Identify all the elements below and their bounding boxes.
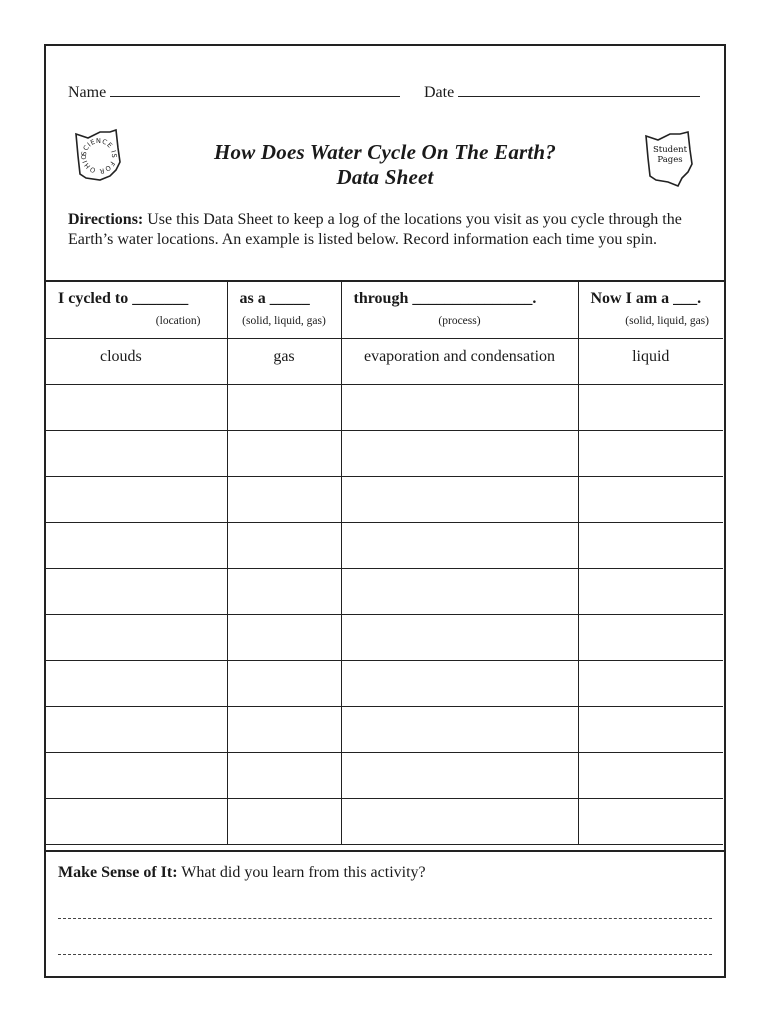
table-cell[interactable]: [46, 615, 227, 661]
badge-text-line-2: Pages: [657, 155, 683, 165]
date-label: Date: [424, 84, 455, 101]
column-header-label: through _______________.: [353, 290, 537, 307]
badge-text-line-1: Student: [652, 145, 688, 155]
date-field[interactable]: [424, 82, 700, 102]
student-pages-badge-icon: [642, 130, 698, 188]
table-row: [46, 569, 723, 615]
column-header-location: [46, 282, 227, 339]
table-cell[interactable]: [578, 523, 723, 569]
table-row: [46, 615, 723, 661]
name-blank[interactable]: [110, 82, 400, 97]
table-cell[interactable]: [341, 799, 578, 845]
column-header-label: Now I am a ___.: [590, 290, 702, 307]
table-cell[interactable]: liquid: [578, 339, 723, 385]
date-blank[interactable]: [458, 82, 700, 97]
table-cell[interactable]: [578, 707, 723, 753]
directions-text: Use this Data Sheet to keep a log of the locations you visit as you cycle through the Earth’s water locations. An example is listed below. Record information each time you spin.: [68, 211, 682, 248]
table-cell[interactable]: [578, 753, 723, 799]
table-cell[interactable]: [46, 385, 227, 431]
table-cell[interactable]: [578, 799, 723, 845]
make-sense-prompt: What did you learn from this activity?: [181, 864, 426, 881]
table-cell[interactable]: [341, 615, 578, 661]
table-cell[interactable]: [46, 799, 227, 845]
table-cell[interactable]: [341, 431, 578, 477]
worksheet-header: [46, 46, 724, 282]
table-cell[interactable]: [46, 523, 227, 569]
table-cell[interactable]: [227, 799, 341, 845]
title-line-1: How Does Water Cycle On The Earth?: [213, 140, 557, 164]
table-row: [46, 799, 723, 845]
table-cell[interactable]: [578, 661, 723, 707]
make-sense-section: [46, 850, 724, 976]
table-cell[interactable]: [46, 707, 227, 753]
table-cell[interactable]: [341, 523, 578, 569]
table-cell[interactable]: [578, 385, 723, 431]
table-cell[interactable]: [341, 569, 578, 615]
table-cell[interactable]: [227, 523, 341, 569]
make-sense-question: [58, 864, 426, 882]
table-header-row: [46, 282, 723, 339]
table-cell[interactable]: [341, 661, 578, 707]
answer-line-1[interactable]: [58, 918, 712, 919]
make-sense-label: Make Sense of It:: [58, 864, 178, 881]
table-cell[interactable]: clouds: [46, 339, 227, 385]
table-cell[interactable]: [227, 431, 341, 477]
table-cell[interactable]: [46, 753, 227, 799]
table-cell[interactable]: [578, 431, 723, 477]
table-cell[interactable]: [341, 477, 578, 523]
table-cell[interactable]: [227, 615, 341, 661]
water-cycle-log-table: [46, 282, 723, 845]
table-cell[interactable]: gas: [227, 339, 341, 385]
table-row: [46, 339, 723, 385]
table-cell[interactable]: [341, 707, 578, 753]
table-row: [46, 431, 723, 477]
table-cell[interactable]: [227, 477, 341, 523]
worksheet: [44, 44, 726, 978]
page-title: [136, 140, 634, 190]
column-header-state: [227, 282, 341, 339]
table-cell[interactable]: evaporation and condensation: [341, 339, 578, 385]
table-cell[interactable]: [227, 661, 341, 707]
logo-left-text: SCIENCE IS FOR OHIO: [79, 136, 119, 176]
table-cell[interactable]: [46, 431, 227, 477]
table-cell[interactable]: [46, 661, 227, 707]
table-cell[interactable]: [341, 753, 578, 799]
table-row: [46, 477, 723, 523]
table-row: [46, 661, 723, 707]
answer-line-2[interactable]: [58, 954, 712, 955]
column-header-hint: (solid, liquid, gas): [625, 315, 709, 327]
table-cell[interactable]: [578, 615, 723, 661]
column-header-process: [341, 282, 578, 339]
table-row: [46, 385, 723, 431]
column-header-new-state: [578, 282, 723, 339]
directions: [68, 210, 704, 249]
table-cell[interactable]: [46, 477, 227, 523]
column-header-label: as a _____: [239, 290, 310, 307]
table-row: [46, 523, 723, 569]
table-cell[interactable]: [46, 569, 227, 615]
column-header-hint: (location): [155, 315, 201, 327]
table-cell[interactable]: [227, 569, 341, 615]
title-line-2: Data Sheet: [336, 165, 434, 189]
column-header-hint: (process): [438, 315, 481, 327]
name-label: Name: [68, 84, 107, 101]
table-cell[interactable]: [227, 707, 341, 753]
table-row: [46, 707, 723, 753]
table-cell[interactable]: [341, 385, 578, 431]
name-field[interactable]: [68, 82, 400, 102]
table-cell[interactable]: [578, 569, 723, 615]
column-header-hint: (solid, liquid, gas): [242, 315, 326, 327]
table-cell[interactable]: [227, 753, 341, 799]
column-header-label: I cycled to _______: [58, 290, 189, 307]
table-cell[interactable]: [227, 385, 341, 431]
table-row: [46, 753, 723, 799]
table-cell[interactable]: [578, 477, 723, 523]
directions-label: Directions:: [68, 211, 144, 228]
ohio-science-logo-icon: [70, 126, 130, 186]
